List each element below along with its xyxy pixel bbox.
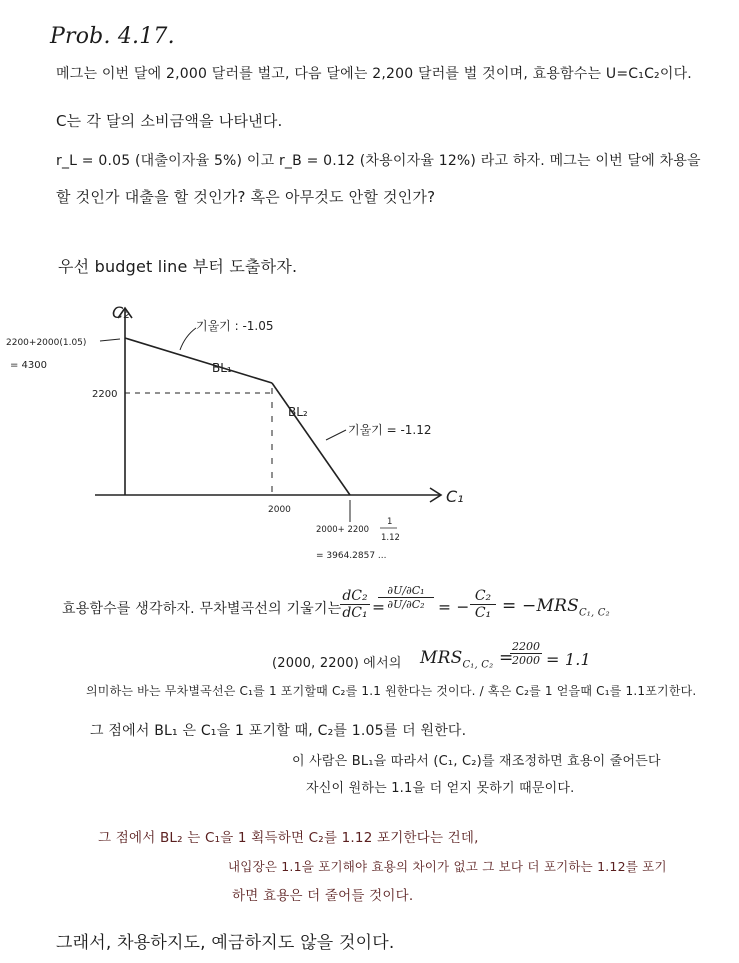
bl2-explain-line-2: 내입장은 1.1을 포기해야 효용의 차이가 없고 그 보다 더 포기하는 1.12를 포기 xyxy=(228,859,667,874)
budget-line-bl2 xyxy=(272,383,350,495)
problem-line-4: 할 것인가 대출을 할 것인가? 혹은 아무것도 안할 것인가? xyxy=(56,188,436,206)
mrs-frac-4-num: 2200 xyxy=(512,640,540,653)
y-axis-label: C₂ xyxy=(112,303,130,322)
slope-label-bl1: 기울기 : -1.05 xyxy=(196,319,274,333)
mrs-frac-4 xyxy=(510,640,542,667)
explain-line-3: 이 사람은 BL₁을 따라서 (C₁, C₂)를 재조정하면 효용이 줄어든다 xyxy=(292,754,661,769)
slope-label-bl2: 기울기 = -1.12 xyxy=(348,423,432,437)
mrs-frac-2 xyxy=(378,584,434,611)
mrs-intro: 효용함수를 생각하자. 무차별곡선의 기울기는 xyxy=(62,601,342,617)
slope-pointer-bl1 xyxy=(180,328,196,350)
explain-line-4: 자신이 원하는 1.1을 더 얻지 못하기 때문이다. xyxy=(306,781,575,796)
y-intercept-value: = 4300 xyxy=(10,360,48,371)
mrs-frac-1-den: dC₁ xyxy=(340,604,370,621)
bl2-explain-line-3: 하면 효용은 더 줄어들 것이다. xyxy=(232,888,414,904)
x-axis-label: C₁ xyxy=(446,487,464,506)
budget-line-graph xyxy=(0,290,739,580)
budget-intro: 우선 budget line 부터 도출하자. xyxy=(58,257,298,276)
mrs-at-point xyxy=(420,648,513,670)
x-intercept-value: = 3964.2857 ... xyxy=(316,551,387,561)
mrs-frac-4-den: 2000 xyxy=(512,654,540,667)
problem-title: Prob. 4.17. xyxy=(50,24,175,49)
budget-line-bl1 xyxy=(125,338,272,383)
mrs-eq-neg: = xyxy=(372,598,386,616)
y-intercept-pointer xyxy=(100,339,120,341)
mrs-eq-1: = − xyxy=(438,598,470,616)
mrs-eq-3: = xyxy=(498,648,514,668)
conclusion: 그래서, 차용하지도, 예금하지도 않을 것이다. xyxy=(56,933,395,953)
mrs-frac-3-den: C₁ xyxy=(470,604,496,621)
mrs-frac-1 xyxy=(340,588,370,621)
x-intercept-frac-num: 1 xyxy=(387,517,393,527)
mrs-frac-3-num: C₂ xyxy=(474,588,492,604)
mrs-frac-2-num: ∂U/∂C₁ xyxy=(387,584,425,597)
problem-line-1: 메그는 이번 달에 2,000 달러를 벌고, 다음 달에는 2,200 달러를 벌 것이며, 효용함수는 U=C₁C₂이다. xyxy=(56,66,692,82)
mrs-eq-2-text: = −MRS xyxy=(502,596,579,616)
bl1-label: BL₁ xyxy=(212,361,232,375)
problem-line-2: C는 각 달의 소비금액을 나타낸다. xyxy=(56,112,283,130)
explain-line-1: 의미하는 바는 무차별곡선은 C₁를 1 포기할때 C₂를 1.1 원한다는 것이다. / 혹은 C₂를 1 얻을때 C₁를 1.1포기한다. xyxy=(86,684,697,698)
mrs-frac-1-num: dC₂ xyxy=(342,588,368,604)
x-intercept-frac-den: 1.12 xyxy=(381,533,400,543)
mrs-frac-3 xyxy=(470,588,496,621)
mrs-eq-2 xyxy=(502,596,610,618)
mrs-at-text: MRS xyxy=(420,648,463,668)
mrs-result: = 1.1 xyxy=(546,650,591,669)
slope-pointer-bl2 xyxy=(326,430,346,440)
x-tick-2000: 2000 xyxy=(268,505,291,515)
x-intercept-label: 2000+ 2200 xyxy=(316,525,370,535)
mrs-point: (2000, 2200) 에서의 xyxy=(272,656,402,671)
explain-line-2: 그 점에서 BL₁ 은 C₁을 1 포기할 때, C₂를 1.05를 더 원한다. xyxy=(90,723,467,739)
mrs-frac-2-den: ∂U/∂C₂ xyxy=(378,597,434,611)
bl2-label: BL₂ xyxy=(288,405,308,419)
mrs-eq-2-sub: C₁, C₂ xyxy=(578,607,610,619)
bl2-explain-line-1: 그 점에서 BL₂ 는 C₁을 1 획득하면 C₂를 1.12 포기한다는 건데, xyxy=(98,830,479,846)
y-intercept-label: 2200+2000(1.05) xyxy=(6,338,87,348)
problem-line-3: r_L = 0.05 (대출이자율 5%) 이고 r_B = 0.12 (차용이자율 12%) 라고 하자. 메그는 이번 달에 차용을 xyxy=(56,153,701,169)
mrs-at-sub: C₁, C₂ xyxy=(462,659,494,671)
y-tick-2200: 2200 xyxy=(92,389,118,400)
